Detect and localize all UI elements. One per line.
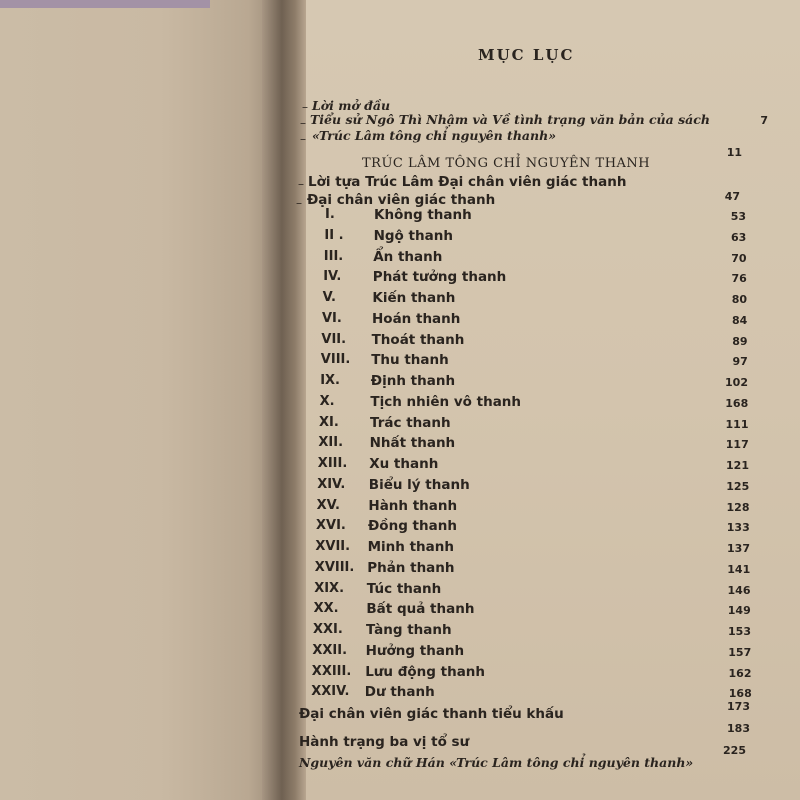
chapter-title: Tịch nhiên vô thanh xyxy=(370,393,522,410)
chapter-number: I. xyxy=(325,207,335,222)
chapter-title: Thu thanh xyxy=(371,352,449,369)
section-heading: TRÚC LÂM TÔNG CHỈ NGUYÊN THANH xyxy=(362,156,651,171)
chapter-number: VI. xyxy=(322,310,342,326)
page-number: 137 xyxy=(727,542,750,555)
chapter-title: Dư thanh xyxy=(364,684,435,701)
page-number: 149 xyxy=(727,604,751,618)
chapter-number: XVI. xyxy=(316,518,346,534)
page-number: 80 xyxy=(731,293,747,306)
chapter-title: Biểu lý thanh xyxy=(368,476,470,493)
chapter-number: XIX. xyxy=(314,580,345,596)
bullet-dash: – xyxy=(302,100,308,114)
page-number: 102 xyxy=(725,376,748,389)
page-number: 157 xyxy=(728,645,752,659)
chapter-number: IV. xyxy=(323,269,342,285)
chapter-title: Tàng thanh xyxy=(366,622,452,638)
page-number: 225 xyxy=(723,744,746,757)
bullet-dash: – xyxy=(296,196,302,210)
chapter-number: VIII. xyxy=(320,352,351,368)
chapter-number: XVII. xyxy=(315,539,351,554)
chapter-title: Bất quả thanh xyxy=(366,601,475,618)
chapter-title: Xu thanh xyxy=(369,456,439,472)
page-number: 128 xyxy=(726,500,750,514)
page-number: 146 xyxy=(727,583,751,597)
chapter-number: XXI. xyxy=(313,622,343,637)
page-number: 11 xyxy=(726,146,742,159)
intro-entry: Lời mở đầu xyxy=(312,98,391,113)
bullet-dash: – xyxy=(300,116,306,130)
chapter-number: XIV. xyxy=(317,476,346,492)
page-number: 117 xyxy=(725,438,749,452)
page-number: 183 xyxy=(727,722,750,735)
page-number: 153 xyxy=(728,625,751,638)
left-page-edge xyxy=(0,0,210,8)
chapter-title: Hoán thanh xyxy=(372,310,461,327)
chapter-title: Không thanh xyxy=(374,207,472,223)
chapter-number: V. xyxy=(322,290,336,305)
page-number: 111 xyxy=(725,417,749,431)
intro-entry: «Trúc Lâm tông chỉ nguyên thanh» xyxy=(312,128,557,143)
chapter-title: Phản thanh xyxy=(367,559,455,576)
page-number: 168 xyxy=(725,396,749,410)
page-number: 97 xyxy=(732,355,748,369)
chapter-title: Hưởng thanh xyxy=(365,642,465,659)
chapter-number: II . xyxy=(324,227,344,243)
toc-title: MỤC LỤC xyxy=(478,46,575,64)
chapter-number: XI. xyxy=(319,414,339,430)
chapter-number: III. xyxy=(323,248,344,264)
chapter-number: X. xyxy=(319,393,335,409)
page-number: 89 xyxy=(732,334,748,348)
chapter-number: XXIII. xyxy=(311,663,352,679)
chapter-title: Nhất thanh xyxy=(369,435,456,452)
chapter-number: XXIV. xyxy=(311,684,350,700)
preface-entry: Lời tựa Trúc Lâm Đại chân viên giác thanh xyxy=(308,174,627,190)
tail-entry: Hành trạng ba vị tổ sư xyxy=(299,734,470,750)
page-number: 141 xyxy=(727,562,751,576)
chapter-title: Phát tưởng thanh xyxy=(372,269,507,286)
chapter-title: Ẩn thanh xyxy=(373,248,443,265)
page-number: 121 xyxy=(726,459,749,472)
chapter-title: Kiến thanh xyxy=(372,290,456,306)
chapter-title: Thoát thanh xyxy=(371,331,465,348)
chapter-number: XXII. xyxy=(312,642,348,658)
tail-entry: Đại chân viên giác thanh tiểu khấu xyxy=(299,706,564,722)
chapter-number: XIII. xyxy=(317,456,348,471)
chapter-number: XVIII. xyxy=(314,559,355,575)
bullet-dash: – xyxy=(300,132,306,146)
chapter-number: IX. xyxy=(320,373,340,388)
chapter-title: Định thanh xyxy=(370,373,456,389)
chapter-title: Minh thanh xyxy=(367,539,454,555)
chapter-title: Trác thanh xyxy=(370,414,451,431)
chapter-title: Đồng thanh xyxy=(368,518,457,535)
page-number: 162 xyxy=(728,666,752,680)
page-number: 63 xyxy=(730,230,747,244)
page-number: 76 xyxy=(731,272,747,286)
chapter-title: Hành thanh xyxy=(368,497,458,514)
page-number: 125 xyxy=(726,479,750,493)
bullet-dash: – xyxy=(298,177,304,191)
tail-entry: Nguyên văn chữ Hán «Trúc Lâm tông chỉ nguyên thanh» xyxy=(299,755,694,770)
chapter-number: XII. xyxy=(318,435,344,451)
page-number: 7 xyxy=(760,114,768,127)
page-number: 53 xyxy=(730,210,746,223)
page-number: 84 xyxy=(731,313,748,327)
intro-entry: Tiểu sử Ngô Thì Nhậm và Về tình trạng văn bản của sách xyxy=(310,112,710,127)
chapter-number: VII. xyxy=(321,331,347,347)
chapter-title: Túc thanh xyxy=(366,580,442,597)
left-page xyxy=(0,0,292,800)
chapter-title: Lưu động thanh xyxy=(365,663,486,680)
page-number: 70 xyxy=(731,251,747,265)
chapter-title: Ngộ thanh xyxy=(373,227,453,244)
page-number: 47 xyxy=(724,190,740,203)
chapter-number: XX. xyxy=(313,601,339,617)
page-number: 133 xyxy=(726,521,750,535)
main-heading: Đại chân viên giác thanh xyxy=(307,192,496,208)
page-number: 168 xyxy=(728,687,752,701)
chapter-number: XV. xyxy=(316,497,340,513)
page-number: 173 xyxy=(727,700,750,713)
